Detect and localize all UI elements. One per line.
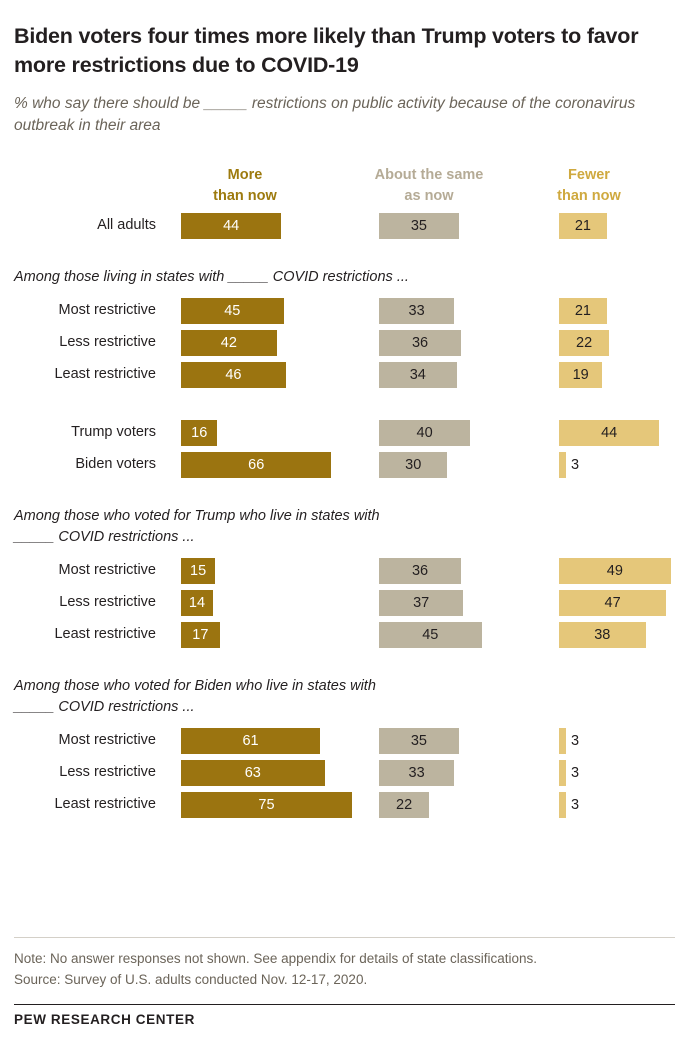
bar-value: 3 bbox=[571, 457, 580, 474]
bar-more bbox=[181, 213, 281, 239]
bar-value: 3 bbox=[571, 765, 580, 782]
page-subtitle: % who say there should be _____ restrictions on public activity because of the coronavirus outbreak in their area bbox=[14, 95, 636, 135]
chart-group bbox=[14, 213, 675, 245]
bar-value: 15 bbox=[190, 563, 207, 580]
bar-fewer bbox=[559, 420, 659, 446]
chart-group bbox=[14, 676, 675, 824]
bar-value: 30 bbox=[405, 457, 422, 474]
brand-divider bbox=[14, 1004, 675, 1005]
bar-fewer bbox=[559, 330, 609, 356]
row-label: Most restrictive bbox=[58, 302, 156, 319]
row-label: Least restrictive bbox=[54, 626, 156, 643]
brand-label: PEW RESEARCH CENTER bbox=[14, 1012, 195, 1027]
bar-more bbox=[181, 298, 284, 324]
bar-value: 49 bbox=[606, 563, 623, 580]
row-label: Least restrictive bbox=[54, 796, 156, 813]
bar-value: 47 bbox=[604, 595, 621, 612]
infographic-page bbox=[0, 22, 689, 1045]
bar-same bbox=[379, 213, 459, 239]
bar-same bbox=[379, 452, 447, 478]
legend-label-line1: Fewer bbox=[568, 167, 610, 184]
bar-value: 22 bbox=[576, 335, 593, 352]
bar-more bbox=[181, 452, 331, 478]
bar-same bbox=[379, 622, 482, 648]
bar-value: 36 bbox=[411, 563, 429, 580]
footer-divider bbox=[14, 937, 675, 938]
legend-item-same bbox=[344, 165, 514, 206]
legend-item-fewer bbox=[504, 165, 674, 206]
bar-more bbox=[181, 420, 217, 446]
bar-value: 14 bbox=[188, 595, 206, 612]
bar-same bbox=[379, 760, 454, 786]
chart-note: Note: No answer responses not shown. See appendix for details of state classifications. bbox=[14, 951, 538, 967]
chart-group bbox=[14, 394, 675, 484]
row-label: Least restrictive bbox=[54, 366, 156, 383]
bar-same bbox=[379, 330, 461, 356]
bar-same bbox=[379, 728, 459, 754]
bar-fewer bbox=[559, 558, 671, 584]
chart-area bbox=[14, 165, 675, 824]
page-title: Biden voters four times more likely than Trump voters to favor more restrictions due to COVID-19 bbox=[14, 24, 639, 77]
bar-more bbox=[181, 728, 320, 754]
chart-row bbox=[14, 330, 675, 362]
group-note: Among those who voted for Biden who live in states with _____ COVID restrictions ... bbox=[14, 678, 376, 716]
bar-value: 22 bbox=[396, 797, 413, 814]
chart-source: Source: Survey of U.S. adults conducted Nov. 12-17, 2020. bbox=[14, 972, 368, 988]
bar-fewer bbox=[559, 590, 666, 616]
bar-fewer bbox=[559, 792, 580, 818]
bar-more bbox=[181, 362, 286, 388]
chart-row bbox=[14, 760, 675, 792]
bar-value: 37 bbox=[413, 595, 430, 612]
group-spacer bbox=[14, 394, 675, 420]
legend-label-line1: More bbox=[227, 167, 263, 184]
chart-row bbox=[14, 792, 675, 824]
bar-value: 34 bbox=[409, 367, 426, 384]
bar-value: 17 bbox=[192, 627, 209, 644]
bar-value: 33 bbox=[408, 765, 425, 782]
chart-row bbox=[14, 590, 675, 622]
row-label: Most restrictive bbox=[58, 562, 156, 579]
bar-more bbox=[181, 792, 352, 818]
bar-same bbox=[379, 420, 470, 446]
bar-more bbox=[181, 590, 213, 616]
bar-value: 44 bbox=[601, 425, 618, 442]
bar-more bbox=[181, 760, 325, 786]
chart-row bbox=[14, 558, 675, 590]
bar-same bbox=[379, 362, 457, 388]
bar-value: 33 bbox=[408, 303, 425, 320]
chart-row bbox=[14, 298, 675, 330]
bar-value: 16 bbox=[191, 425, 208, 442]
bar-value: 75 bbox=[258, 797, 275, 814]
bar-value: 36 bbox=[411, 335, 429, 352]
bar-same bbox=[379, 298, 454, 324]
row-label: Less restrictive bbox=[59, 594, 156, 611]
row-label: Biden voters bbox=[75, 456, 156, 473]
bar-value: 3 bbox=[571, 797, 580, 814]
bar-fewer bbox=[559, 452, 580, 478]
chart-row bbox=[14, 420, 675, 452]
chart-row bbox=[14, 728, 675, 760]
bar-fewer bbox=[559, 728, 580, 754]
bar-value: 38 bbox=[594, 627, 611, 644]
bar-more bbox=[181, 622, 220, 648]
bar-value: 46 bbox=[225, 367, 242, 384]
legend-label-line1: About the same bbox=[374, 167, 484, 184]
bar-value: 66 bbox=[248, 457, 265, 474]
bar-value: 40 bbox=[416, 425, 433, 442]
legend-label-line2: than now bbox=[557, 187, 621, 204]
group-note: Among those living in states with _____ COVID restrictions ... bbox=[14, 269, 409, 286]
row-label: Less restrictive bbox=[59, 764, 156, 781]
row-label: All adults bbox=[97, 217, 156, 234]
bar-value: 35 bbox=[410, 733, 427, 750]
chart-row bbox=[14, 213, 675, 245]
bar-value: 45 bbox=[422, 627, 439, 644]
bar-fewer bbox=[559, 213, 607, 239]
bar-value: 63 bbox=[244, 765, 261, 782]
bar-more bbox=[181, 330, 277, 356]
row-label: Less restrictive bbox=[59, 334, 156, 351]
bar-value: 21 bbox=[574, 303, 591, 320]
bar-value: 21 bbox=[574, 218, 591, 235]
bar-fewer bbox=[559, 622, 646, 648]
group-note: Among those who voted for Trump who live in states with _____ COVID restrictions ... bbox=[14, 508, 380, 546]
bar-value: 45 bbox=[224, 303, 241, 320]
chart-group bbox=[14, 506, 675, 654]
bar-more bbox=[181, 558, 215, 584]
row-label: Most restrictive bbox=[58, 732, 156, 749]
bar-value: 19 bbox=[572, 367, 589, 384]
legend bbox=[14, 165, 675, 213]
legend-item-more bbox=[160, 165, 330, 206]
legend-label-line2: as now bbox=[404, 187, 454, 204]
chart-row bbox=[14, 452, 675, 484]
chart-row bbox=[14, 622, 675, 654]
row-label: Trump voters bbox=[71, 424, 156, 441]
bar-value: 61 bbox=[242, 733, 259, 750]
bar-fewer bbox=[559, 362, 602, 388]
bar-value: 42 bbox=[220, 335, 237, 352]
legend-label-line2: than now bbox=[213, 187, 277, 204]
chart-footer bbox=[14, 937, 675, 1027]
bar-same bbox=[379, 792, 429, 818]
bar-same bbox=[379, 558, 461, 584]
bar-value: 35 bbox=[410, 218, 427, 235]
chart-group bbox=[14, 267, 675, 394]
bar-value: 44 bbox=[223, 218, 240, 235]
chart-row bbox=[14, 362, 675, 394]
bar-fewer bbox=[559, 298, 607, 324]
bar-value: 3 bbox=[571, 733, 580, 750]
bar-same bbox=[379, 590, 463, 616]
bar-fewer bbox=[559, 760, 580, 786]
